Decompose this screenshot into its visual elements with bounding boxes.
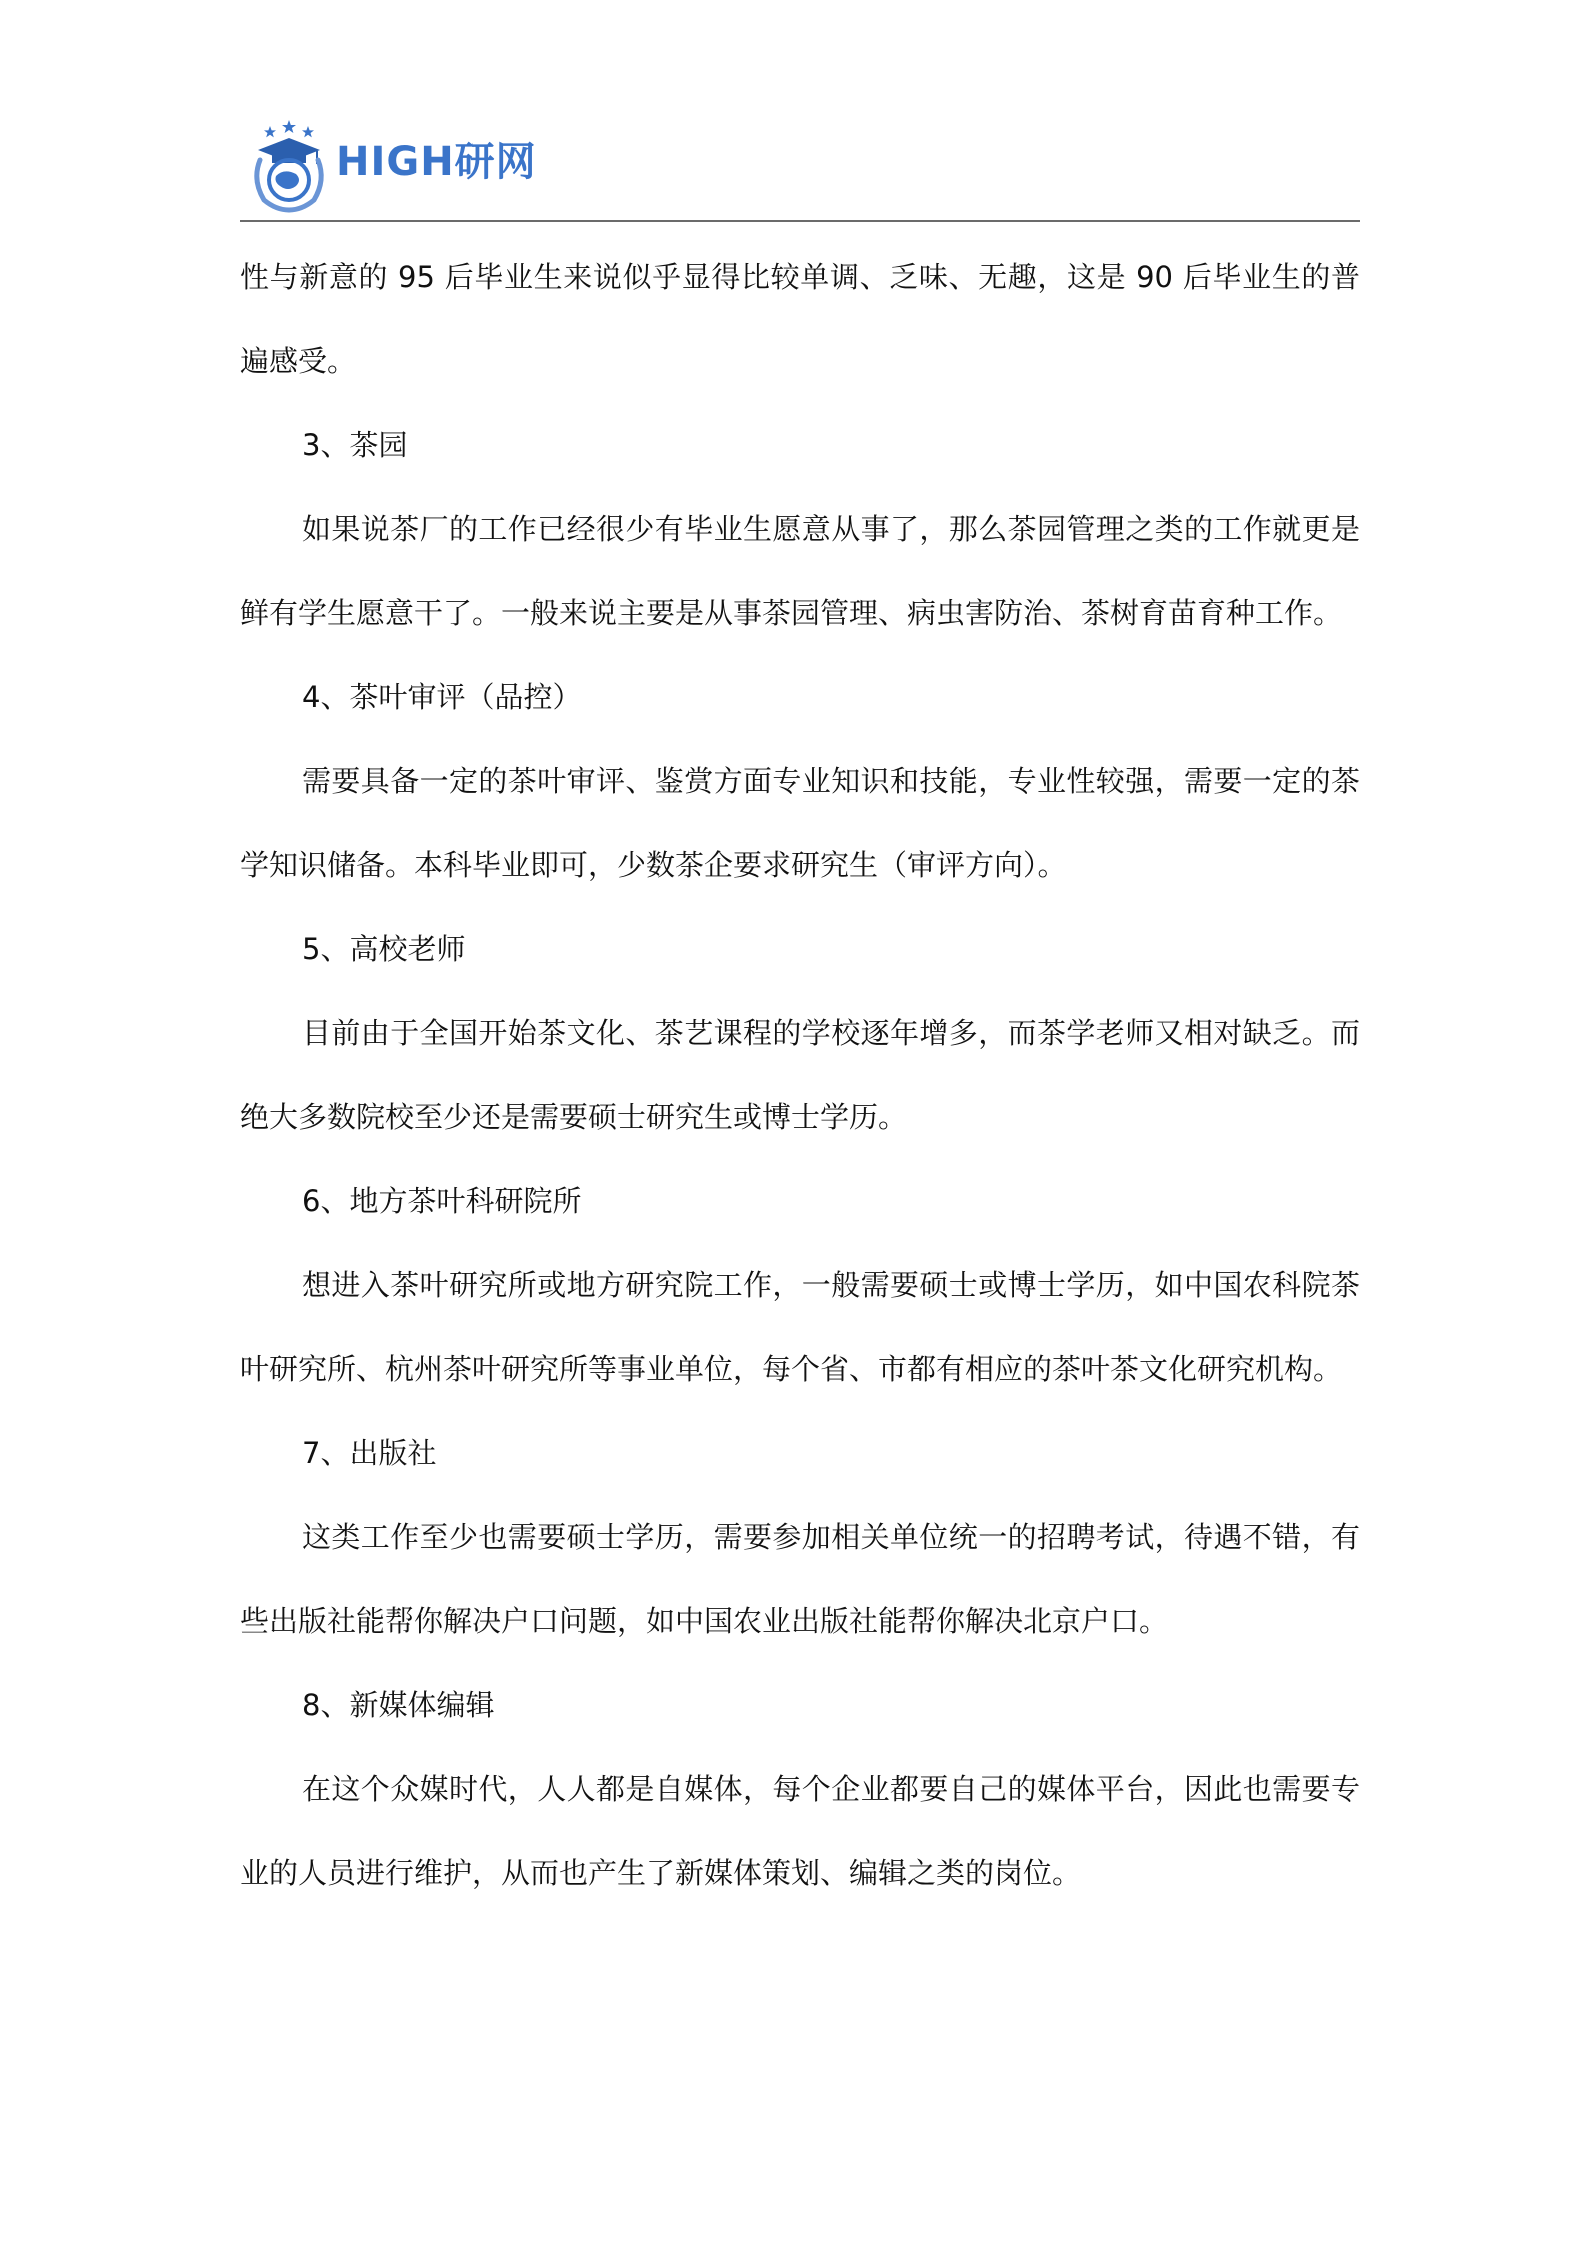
section-heading: 8、新媒体编辑 [302,1688,495,1722]
section-heading: 6、地方茶叶科研院所 [302,1184,582,1218]
section-heading: 5、高校老师 [302,932,466,966]
paragraph: 如果说茶厂的工作已经很少有毕业生愿意从事了，那么茶园管理之类的工作就更是鲜有学生愿意干了。一般来说主要是从事茶园管理、病虫害防治、茶树育苗育种工作。 [240,512,1360,630]
logo-emblem-icon [246,118,332,214]
paragraph: 在这个众媒时代，人人都是自媒体，每个企业都要自己的媒体平台，因此也需要专业的人员进行维护，从而也产生了新媒体策划、编辑之类的岗位。 [240,1772,1360,1890]
logo-text: HIGH研网 [336,139,537,185]
page-header [240,112,1360,220]
paragraph: 目前由于全国开始茶文化、茶艺课程的学校逐年增多，而茶学老师又相对缺乏。而绝大多数院校至少还是需要硕士研究生或博士学历。 [240,1016,1360,1134]
document-body [240,235,1360,1915]
paragraph: 性与新意的 95 后毕业生来说似乎显得比较单调、乏味、无趣，这是 90 后毕业生的普遍感受。 [240,260,1360,378]
header-divider [240,220,1360,222]
section-heading: 7、出版社 [302,1436,437,1470]
paragraph: 想进入茶叶研究所或地方研究院工作，一般需要硕士或博士学历，如中国农科院茶叶研究所、杭州茶叶研究所等事业单位，每个省、市都有相应的茶叶茶文化研究机构。 [240,1268,1360,1386]
section-heading: 4、茶叶审评（品控） [302,680,582,714]
paragraph: 这类工作至少也需要硕士学历，需要参加相关单位统一的招聘考试，待遇不错，有些出版社能帮你解决户口问题，如中国农业出版社能帮你解决北京户口。 [240,1520,1360,1638]
paragraph: 需要具备一定的茶叶审评、鉴赏方面专业知识和技能，专业性较强，需要一定的茶学知识储备。本科毕业即可，少数茶企要求研究生（审评方向）。 [240,764,1360,882]
section-heading: 3、茶园 [302,428,408,462]
